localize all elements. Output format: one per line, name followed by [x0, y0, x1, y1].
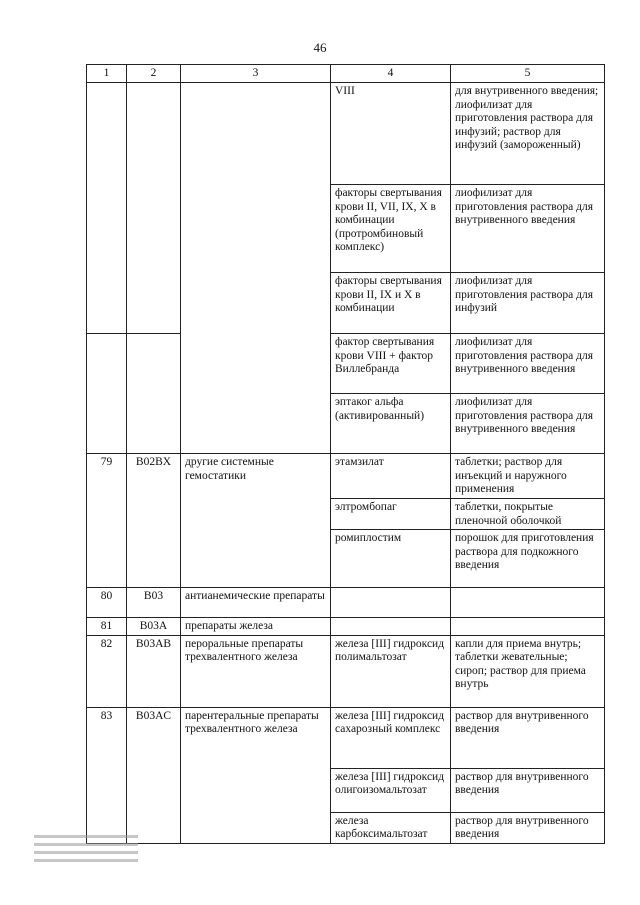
cell-substance: этамзилат — [331, 454, 451, 499]
cell-form — [451, 618, 605, 635]
cell-group: препараты железа — [181, 618, 331, 635]
cell-number: 82 — [87, 635, 127, 707]
cell-form: таблетки; раствор для инъекций и наружного применения — [451, 454, 605, 499]
table-row — [87, 707, 605, 768]
cell-group — [181, 83, 331, 454]
header-col-2: 2 — [127, 65, 181, 83]
table-row — [87, 454, 605, 499]
cell-form: раствор для внутривенного введения — [451, 768, 605, 812]
cell-code: B03 — [127, 588, 181, 618]
cell-code: B03A — [127, 618, 181, 635]
cell-number: 79 — [87, 454, 127, 588]
cell-substance: эптаког альфа (активированный) — [331, 394, 451, 454]
table-row — [87, 334, 605, 394]
cell-form: капли для приема внутрь; таблетки жевательные; сироп; раствор для приема внутрь — [451, 635, 605, 707]
header-col-5: 5 — [451, 65, 605, 83]
cell-form: раствор для внутривенного введения — [451, 812, 605, 843]
cell-group: пероральные препараты трехвалентного железа — [181, 635, 331, 707]
cell-code — [127, 334, 181, 454]
cell-substance: фактор свертывания крови VIII + фактор Виллебранда — [331, 334, 451, 394]
cell-form: порошок для приготовления раствора для подкожного введения — [451, 530, 605, 588]
cell-code: B03AC — [127, 707, 181, 843]
faded-stamp — [30, 830, 142, 872]
cell-number: 83 — [87, 707, 127, 843]
cell-substance: железа [III] гидроксид олигоизомальтозат — [331, 768, 451, 812]
cell-substance — [331, 588, 451, 618]
cell-substance: железа карбоксимальтозат — [331, 812, 451, 843]
cell-form: лиофилизат для приготовления раствора для внутривенного введения — [451, 394, 605, 454]
drug-table — [86, 64, 605, 844]
table-row — [87, 83, 605, 185]
cell-number — [87, 334, 127, 454]
cell-substance: ромиплостим — [331, 530, 451, 588]
cell-substance: факторы свертывания крови II, VII, IX, X в комбинации (протромбиновый комплекс) — [331, 185, 451, 273]
table-row — [87, 588, 605, 618]
table-row — [87, 618, 605, 635]
table-row — [87, 635, 605, 707]
cell-code — [127, 83, 181, 334]
cell-substance: факторы свертывания крови II, IX и X в комбинации — [331, 273, 451, 334]
cell-group: другие системные гемостатики — [181, 454, 331, 588]
header-col-3: 3 — [181, 65, 331, 83]
cell-substance: элтромбопаг — [331, 499, 451, 530]
cell-form: таблетки, покрытые пленочной оболочкой — [451, 499, 605, 530]
cell-form — [451, 588, 605, 618]
cell-form: лиофилизат для приготовления раствора для инфузий — [451, 273, 605, 334]
cell-form: раствор для внутривенного введения — [451, 707, 605, 768]
cell-code: B02BX — [127, 454, 181, 588]
cell-group: парентеральные препараты трехвалентного железа — [181, 707, 331, 843]
cell-substance — [331, 618, 451, 635]
cell-substance: железа [III] гидроксид полимальтозат — [331, 635, 451, 707]
cell-form: лиофилизат для приготовления раствора для внутривенного введения — [451, 185, 605, 273]
cell-substance: VIII — [331, 83, 451, 185]
page-number: 46 — [313, 40, 327, 55]
cell-group: антианемические препараты — [181, 588, 331, 618]
cell-number: 81 — [87, 618, 127, 635]
cell-form: лиофилизат для приготовления раствора для внутривенного введения — [451, 334, 605, 394]
header-col-1: 1 — [87, 65, 127, 83]
cell-substance: железа [III] гидроксид сахарозный комплекс — [331, 707, 451, 768]
cell-form: для внутривенного введения; лиофилизат для приготовления раствора для инфузий; раствор для инфузий (замороженный) — [451, 83, 605, 185]
cell-number — [87, 83, 127, 334]
header-col-4: 4 — [331, 65, 451, 83]
cell-code: B03AB — [127, 635, 181, 707]
table-header-row — [87, 65, 605, 83]
cell-number: 80 — [87, 588, 127, 618]
